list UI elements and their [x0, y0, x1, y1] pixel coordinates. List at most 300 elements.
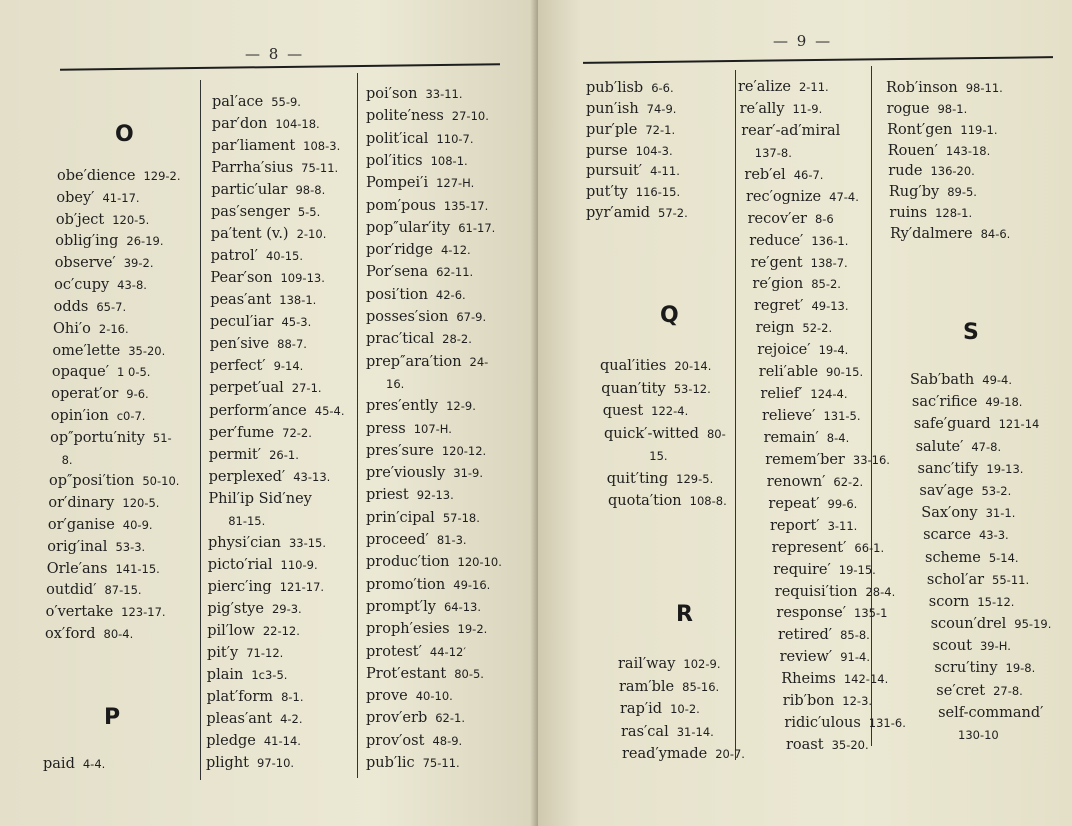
entry-reference: 2-16. — [98, 321, 129, 336]
entry-reference: 11-9. — [792, 101, 823, 116]
entry-reference: 43-8. — [117, 278, 147, 292]
index-entry — [366, 86, 463, 103]
section-letter-r: R — [676, 602, 693, 627]
index-entry — [366, 287, 466, 304]
entry-reference: 5-5. — [297, 205, 321, 220]
entry-word: scru′tiny — [934, 660, 998, 677]
entry-reference: 53-2. — [981, 483, 1012, 498]
index-entry — [366, 242, 471, 259]
entry-reference: 104-3. — [635, 143, 673, 158]
entry-word: Sab′bath — [910, 372, 975, 388]
entry-reference: 27-8. — [993, 683, 1023, 698]
entry-reference: 45-4. — [314, 403, 345, 418]
entry-reference: 4-11. — [650, 164, 680, 179]
entry-word: perplexed′ — [208, 468, 286, 485]
entry-reference: 119-1. — [960, 122, 998, 137]
entry-reference: 135-17. — [443, 198, 489, 213]
entry-word: recov′er — [747, 210, 807, 227]
index-entry — [366, 421, 452, 438]
entry-word: pub′lic — [366, 755, 415, 771]
entry-reference: 108-1. — [430, 153, 468, 168]
entry-reference: 3-11. — [827, 518, 858, 533]
entry-word: priest — [366, 487, 409, 504]
entry-word: rejoice′ — [757, 342, 811, 359]
entry-word: report′ — [770, 517, 820, 534]
entry-reference: 20-7. — [715, 747, 745, 761]
entry-reference: 33-11. — [425, 87, 463, 101]
entry-word: rogue — [886, 100, 930, 117]
entry-reference: 102-9. — [683, 657, 721, 671]
entry-word: review′ — [779, 649, 833, 666]
entry-reference: 33-15. — [288, 535, 327, 550]
entry-word: put′ty — [586, 184, 628, 201]
index-entry — [366, 554, 502, 571]
entry-reference: 8-6 — [814, 211, 834, 226]
entry-reference: 26-1. — [269, 447, 299, 462]
entry-reference: 141-15. — [115, 561, 160, 576]
entry-word: quan′tity — [601, 380, 666, 397]
entry-reference: 49-4. — [982, 373, 1013, 387]
entry-word: picto′rial — [207, 556, 273, 573]
entry-reference: 71-12. — [246, 645, 284, 660]
entry-reference: 121-14 — [998, 417, 1040, 432]
entry-word: protest′ — [366, 643, 422, 660]
index-entry — [890, 226, 1010, 243]
entry-reference: 43-3. — [978, 528, 1009, 543]
index-entry — [366, 666, 484, 683]
entry-reference: 129-5. — [676, 471, 714, 486]
index-entry — [918, 461, 1024, 478]
entry-word: oc′cupy — [54, 277, 110, 293]
entry-reference: 91-4. — [840, 650, 870, 665]
entry-reference: 8. — [61, 452, 73, 467]
entry-word: remain′ — [763, 429, 819, 446]
index-entry — [914, 416, 1040, 433]
entry-word: relief′ — [760, 386, 803, 403]
entry-reference: 124-4. — [810, 387, 848, 402]
entry-word: proph′esies — [366, 621, 450, 638]
index-entry — [933, 638, 1011, 655]
entry-word: remem′ber — [765, 451, 845, 468]
entry-word: pierc′ing — [207, 578, 272, 595]
index-column-right-3 — [538, 0, 1072, 826]
entry-reference: c0-7. — [116, 408, 146, 423]
entry-word: quest — [602, 403, 644, 419]
index-entry — [366, 487, 454, 504]
entry-word: Phil′ip Sid′ney — [208, 490, 312, 507]
entry-word: pur′ple — [586, 121, 638, 138]
entry-word: pit′y — [207, 644, 239, 661]
entry-word: prac′tical — [366, 331, 435, 348]
entry-word: re′gent — [750, 254, 803, 271]
entry-reference: 64-13. — [443, 599, 482, 614]
entry-reference: 85-8. — [840, 628, 870, 643]
entry-word: re′alize — [738, 79, 791, 95]
entry-reference: 108-3. — [303, 139, 341, 154]
entry-word: polite′ness — [366, 108, 444, 125]
entry-word: pledge — [206, 733, 256, 749]
index-entry — [366, 599, 481, 616]
page-number-left: — 8 — — [245, 45, 305, 63]
entry-word: pen′sive — [209, 336, 270, 353]
entry-reference: 67-9. — [456, 310, 487, 324]
entry-reference: 87-15. — [104, 583, 142, 598]
entry-reference: 8-1. — [281, 689, 304, 704]
entry-word: par′liament — [211, 138, 296, 155]
entry-reference: 53-3. — [115, 539, 146, 554]
entry-reference: 55-11. — [992, 572, 1030, 587]
entry-word: regret′ — [754, 298, 804, 315]
entry-reference: 24- — [469, 354, 489, 369]
entry-word: ob′ject — [55, 211, 105, 228]
entry-word: Ront′gen — [887, 121, 953, 138]
entry-reference: 1 0-5. — [117, 365, 151, 380]
entry-word: pre′viously — [366, 465, 446, 482]
entry-word: pres′ently — [366, 398, 439, 415]
entry-reference: 53-12. — [673, 381, 711, 396]
entry-reference: 120-5. — [122, 496, 160, 511]
entry-word: obey′ — [56, 189, 95, 206]
entry-word: roast — [786, 737, 824, 753]
entry-reference: 15-12. — [977, 594, 1015, 609]
entry-word: pal′ace — [212, 94, 264, 110]
entry-word: pil′low — [207, 622, 255, 639]
entry-reference: 47-4. — [829, 189, 859, 204]
index-entry — [366, 465, 483, 482]
index-column-left-3 — [0, 0, 530, 826]
entry-word: peas′ant — [210, 292, 272, 309]
entry-reference: 120-5. — [112, 212, 150, 227]
entry-reference: 131-5. — [823, 409, 861, 423]
entry-word: plain — [206, 666, 244, 683]
entry-reference: 116-15. — [635, 185, 681, 200]
entry-word: opin′ion — [50, 407, 109, 424]
entry-word: re′ally — [739, 100, 785, 117]
index-entry — [888, 163, 975, 180]
index-entry — [889, 184, 977, 201]
entry-reference: 98-1. — [937, 101, 968, 116]
entry-word: pop″ular′ity — [366, 219, 451, 236]
entry-reference: 81-3. — [436, 533, 467, 547]
entry-word: prov′erb — [366, 710, 428, 727]
entry-word: perpet′ual — [209, 380, 284, 397]
entry-word: prep″ara′tion — [366, 353, 462, 370]
entry-word: or′dinary — [48, 495, 115, 512]
entry-reference: 31-9. — [453, 466, 484, 481]
entry-reference: 75-11. — [422, 756, 460, 770]
entry-reference: 138-7. — [810, 255, 848, 270]
entry-word: repeat′ — [768, 495, 820, 512]
entry-word: read′ymade — [622, 746, 708, 762]
index-entry — [366, 710, 465, 727]
entry-reference: 52-2. — [802, 321, 833, 336]
entry-reference: 65-7. — [96, 299, 127, 314]
entry-reference: 49-13. — [811, 299, 849, 314]
entry-word: patrol′ — [210, 248, 258, 265]
index-entry — [366, 621, 487, 638]
entry-reference: 138-1. — [279, 293, 317, 308]
entry-reference: 129-2. — [143, 169, 181, 183]
entry-word: purse — [586, 142, 628, 159]
entry-reference: 40-15. — [265, 249, 304, 264]
entry-word: prompt′ly — [366, 598, 436, 615]
entry-reference: 40-10. — [415, 689, 453, 704]
entry-reference: 97-10. — [257, 756, 295, 770]
index-entry — [936, 683, 1023, 700]
entry-reference: 48-9. — [432, 733, 463, 748]
index-entry — [888, 143, 991, 160]
entry-word: pecul′iar — [210, 314, 274, 331]
entry-word: pa′tent (v.) — [210, 226, 289, 243]
entry-word: Pear′son — [210, 270, 273, 287]
entry-word: ome′lette — [52, 342, 121, 359]
index-entry — [366, 532, 467, 549]
entry-reference: 19-2. — [457, 622, 488, 637]
entry-word: pun′ish — [586, 100, 639, 117]
entry-reference: 80- — [706, 426, 726, 441]
entry-reference: 9-14. — [273, 359, 304, 374]
entry-reference: 2-11. — [798, 80, 829, 94]
entry-reference: 136-20. — [930, 164, 975, 179]
entry-reference: 57-18. — [442, 510, 480, 525]
entry-reference: 35-20. — [831, 738, 869, 752]
entry-word: pursuit′ — [586, 163, 643, 180]
entry-word: physi′cian — [208, 534, 281, 551]
entry-word: polit′ical — [366, 130, 429, 147]
entry-reference: 41-17. — [102, 190, 140, 205]
index-entry — [925, 550, 1019, 567]
entry-word: proceed′ — [366, 532, 429, 548]
entry-word: oblig′ing — [55, 233, 119, 250]
section-letter-q: Q — [660, 303, 679, 328]
index-entry — [366, 220, 495, 237]
entry-reference: 27-10. — [451, 109, 489, 124]
index-entry — [366, 733, 462, 750]
entry-reference: 4-2. — [280, 711, 303, 726]
entry-reference: 131-6. — [868, 716, 906, 731]
entry-word: pol′itics — [366, 152, 423, 169]
entry-word: posses′sion — [366, 309, 449, 325]
entry-reference: 19-13. — [986, 461, 1024, 476]
entry-word: schol′ar — [926, 571, 985, 588]
entry-reference: 120-10. — [457, 555, 502, 570]
entry-word: sac′rifice — [911, 394, 978, 411]
entry-word: represent′ — [771, 539, 847, 556]
entry-reference: 1c3-5. — [251, 667, 288, 682]
entry-word: Ohi′o — [53, 320, 91, 337]
index-entry — [366, 443, 486, 460]
entry-reference: 90-15. — [826, 365, 864, 380]
entry-reference: 39-2. — [123, 256, 154, 271]
section-letter-o: O — [115, 122, 134, 147]
entry-reference: 66-1. — [854, 540, 885, 555]
entry-word: ras′cal — [621, 723, 669, 740]
index-entry — [366, 688, 453, 705]
entry-word: op″portu′nity — [50, 429, 145, 446]
entry-reference: 92-13. — [416, 488, 454, 503]
entry-word: Por′sena — [366, 264, 429, 281]
entry-reference: 72-1. — [645, 122, 676, 137]
entry-word: pleas′ant — [206, 710, 273, 727]
index-entry — [366, 755, 460, 772]
entry-reference: 43-13. — [293, 469, 331, 484]
index-entry — [887, 101, 968, 118]
entry-word: plat′form — [206, 688, 274, 705]
entry-reference: 39-H. — [979, 639, 1011, 654]
entry-reference: 9-6. — [126, 387, 149, 402]
entry-word: se′cret — [936, 682, 986, 699]
entry-word: prov′ost — [366, 732, 425, 749]
entry-reference: 2-10. — [296, 227, 327, 242]
entry-reference: 130-10 — [958, 728, 999, 742]
entry-reference: 80-4. — [103, 627, 134, 641]
entry-reference: 62-2. — [833, 474, 864, 489]
entry-word: ram′ble — [619, 678, 675, 695]
entry-word: pres′sure — [366, 442, 434, 459]
entry-reference: 5-14. — [988, 550, 1019, 565]
entry-word: Pompei′i — [366, 175, 429, 192]
index-entry — [386, 376, 404, 393]
entry-reference: 135-1 — [854, 606, 888, 621]
entry-reference: 15. — [649, 449, 668, 463]
entry-word: quit′ting — [606, 470, 669, 487]
entry-word: Rug′by — [888, 184, 940, 201]
entry-word: qual′ities — [600, 358, 667, 374]
index-entry — [929, 594, 1015, 611]
right-page — [538, 0, 1072, 826]
index-entry — [916, 439, 1002, 456]
entry-word: por′ridge — [366, 242, 433, 259]
entry-reference: 95-19. — [1014, 617, 1052, 632]
entry-word: retired′ — [778, 627, 833, 644]
index-entry — [366, 644, 466, 661]
entry-word: paid — [43, 756, 75, 772]
index-entry — [366, 331, 472, 348]
entry-reference: 44-12′ — [429, 644, 466, 659]
entry-word: o′vertake — [45, 604, 114, 621]
entry-reference: 28-4. — [865, 584, 896, 599]
entry-word: operat′or — [51, 386, 119, 403]
index-entry — [934, 660, 1035, 677]
entry-reference: 80-5. — [454, 666, 484, 681]
entry-word: rib′bon — [782, 693, 835, 710]
entry-reference: 55-9. — [271, 95, 301, 109]
index-entry — [366, 198, 488, 215]
entry-word: scorn — [928, 593, 970, 610]
entry-word: re′gion — [752, 276, 804, 293]
index-entry — [921, 505, 1015, 522]
index-entry — [366, 264, 473, 281]
entry-reference: 62-11. — [436, 265, 474, 280]
entry-reference: 122-4. — [651, 404, 689, 418]
section-letter-p: P — [104, 705, 121, 730]
entry-reference: 50-10. — [142, 474, 180, 489]
entry-reference: 19-8. — [1005, 661, 1036, 676]
entry-word: scarce — [923, 527, 971, 544]
entry-reference: 75-11. — [301, 161, 339, 176]
entry-reference: 4-4. — [82, 757, 106, 771]
entry-reference: 121-17. — [279, 579, 325, 594]
entry-word: Rob′inson — [886, 80, 958, 96]
entry-word: partic′ular — [211, 182, 288, 199]
entry-word: perfect′ — [209, 358, 266, 375]
entry-word: quick′-witted — [604, 425, 699, 442]
entry-word: reign — [755, 320, 795, 337]
entry-word: perform′ance — [209, 402, 307, 419]
entry-word: renown′ — [766, 473, 826, 490]
entry-word: Rouen′ — [887, 142, 938, 159]
entry-reference: 45-3. — [281, 315, 312, 330]
entry-reference: 6-6. — [651, 81, 674, 95]
entry-reference: 136-1. — [811, 233, 849, 248]
entry-reference: 19-4. — [818, 343, 849, 358]
index-entry — [938, 705, 1043, 722]
entry-reference: 99-6. — [827, 496, 858, 511]
entry-word: opaque′ — [51, 364, 110, 381]
index-entry — [910, 372, 1012, 389]
entry-reference: 128-1. — [935, 206, 973, 221]
entry-reference: 41-14. — [263, 734, 301, 748]
entry-word: pom′pous — [366, 197, 436, 214]
entry-reference: 31-14. — [676, 724, 714, 739]
entry-word: or′ganise — [47, 517, 115, 533]
entry-word: rail′way — [618, 656, 676, 672]
index-entry — [927, 572, 1029, 589]
entry-reference: 31-1. — [985, 506, 1016, 521]
index-entry — [958, 727, 999, 744]
entry-reference: 98-11. — [965, 81, 1003, 95]
entry-word: requisi′tion — [774, 583, 858, 600]
entry-reference: 49-16. — [453, 577, 491, 592]
entry-word: safe′guard — [913, 416, 991, 433]
entry-reference: 4-12. — [440, 243, 471, 258]
entry-reference: 85-2. — [811, 277, 841, 292]
entry-word: ruins — [889, 205, 928, 222]
index-entry — [886, 80, 1003, 97]
entry-reference: 72-2. — [282, 425, 312, 440]
entry-reference: 33-16. — [852, 452, 890, 467]
entry-word: Rheims — [781, 671, 836, 688]
entry-reference: 40-9. — [122, 518, 153, 532]
entry-reference: 29-3. — [271, 601, 302, 616]
entry-word: pub′lisb — [586, 80, 644, 96]
entry-word: pyr′amid — [586, 205, 651, 221]
entry-reference: 49-18. — [985, 395, 1023, 410]
index-entry — [931, 616, 1052, 633]
entry-reference: 28-2. — [442, 332, 472, 347]
index-entry — [366, 309, 486, 326]
entry-word: require′ — [773, 561, 831, 578]
entry-word: Sax′ony — [921, 505, 978, 522]
entry-reference: 109-13. — [280, 271, 325, 286]
entry-word: ox′ford — [45, 626, 96, 642]
entry-reference: 85-16. — [682, 679, 720, 694]
entry-reference: 110-9. — [280, 557, 318, 572]
entry-word: quota′tion — [608, 493, 682, 509]
entry-word: plight — [206, 755, 250, 771]
page-number-right: — 9 — — [773, 32, 833, 50]
index-entry — [366, 398, 476, 415]
entry-word: response′ — [776, 605, 847, 622]
entry-word: rec′ognize — [746, 188, 822, 205]
entry-word: rude — [888, 163, 923, 180]
index-entry — [366, 108, 489, 125]
entry-reference: 98-8. — [295, 183, 326, 198]
entry-word: observe′ — [54, 255, 116, 272]
index-entry — [919, 483, 1011, 500]
entry-reference: 51- — [152, 430, 172, 445]
entry-word: prin′cipal — [366, 509, 435, 526]
